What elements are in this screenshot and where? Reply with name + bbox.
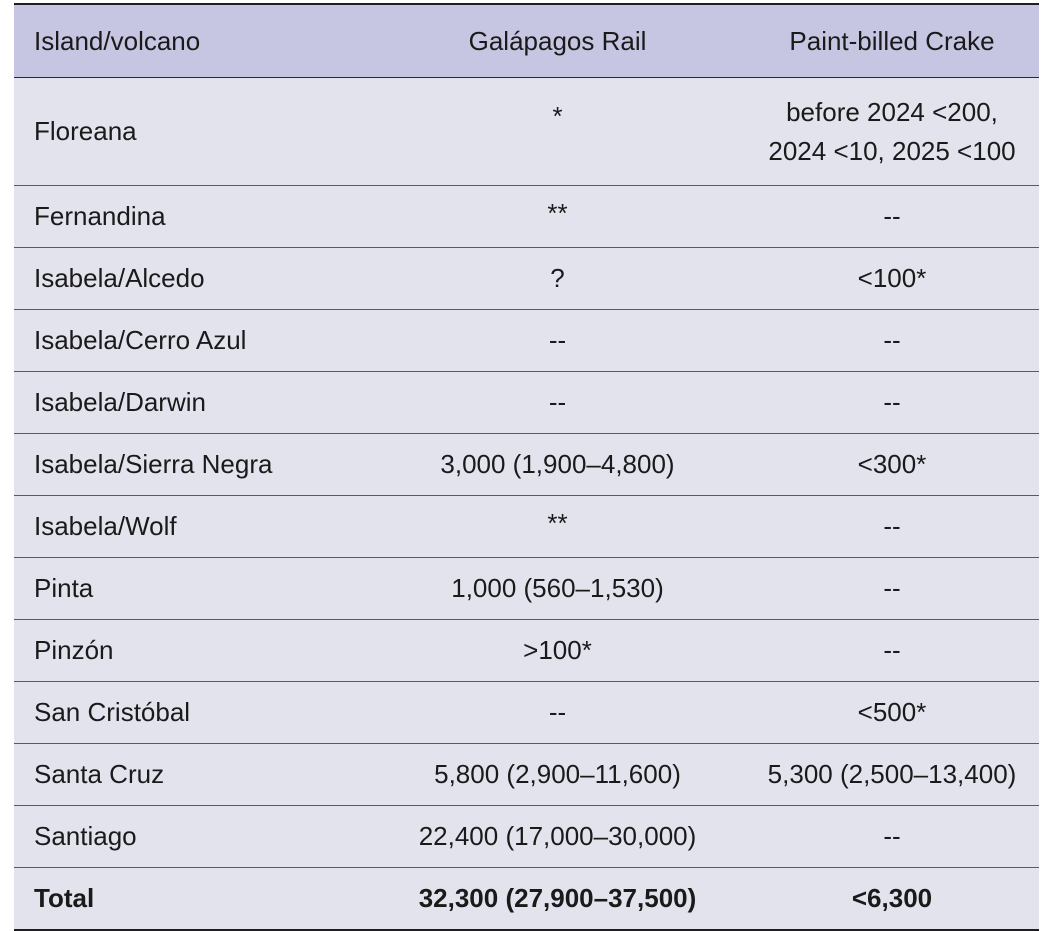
table-header-row <box>14 5 1039 78</box>
rail-cell: -- <box>548 387 567 417</box>
crake-cell: -- <box>883 821 901 851</box>
crake-cell-line: 2024 <10, 2025 <100 <box>768 135 1016 166</box>
rail-cell: -- <box>548 697 567 727</box>
table-row <box>14 186 1039 248</box>
crake-cell: -- <box>883 325 901 355</box>
table-row <box>14 434 1039 496</box>
rail-cell: * <box>552 101 563 131</box>
crake-cell: -- <box>883 201 901 231</box>
rail-cell: 22,400 (17,000–30,000) <box>418 821 697 851</box>
header-paint-billed-crake: Paint-billed Crake <box>789 25 995 56</box>
rail-cell: 1,000 (560–1,530) <box>451 573 664 603</box>
rail-cell: ? <box>550 263 565 293</box>
table-row <box>14 310 1039 372</box>
island-cell: Isabela/Wolf <box>34 511 177 541</box>
island-cell: Pinzón <box>34 635 114 665</box>
table-row <box>14 496 1039 558</box>
island-cell: Santiago <box>34 821 137 851</box>
crake-cell: -- <box>883 635 901 665</box>
table-row <box>14 682 1039 744</box>
island-cell: Isabela/Alcedo <box>34 263 205 293</box>
island-cell: Isabela/Cerro Azul <box>34 325 247 355</box>
table-row <box>14 248 1039 310</box>
table-row <box>14 806 1039 868</box>
island-cell: Isabela/Sierra Negra <box>34 449 273 479</box>
crake-cell: <500* <box>857 697 927 727</box>
table-row <box>14 620 1039 682</box>
crake-cell <box>745 78 1039 185</box>
island-cell: Santa Cruz <box>34 759 165 789</box>
island-cell: Floreana <box>34 116 137 146</box>
table-row <box>14 558 1039 620</box>
crake-cell: 5,300 (2,500–13,400) <box>767 759 1017 789</box>
island-cell: Fernandina <box>34 201 166 231</box>
rail-cell: -- <box>548 325 567 355</box>
crake-cell: <100* <box>857 263 927 293</box>
table-row <box>14 372 1039 434</box>
crake-cell: -- <box>883 511 901 541</box>
header-galapagos-rail: Galápagos Rail <box>468 25 647 56</box>
rail-cell: 5,800 (2,900–11,600) <box>434 759 681 789</box>
crake-cell: -- <box>883 573 901 603</box>
island-cell: San Cristóbal <box>34 697 191 727</box>
total-rail: 32,300 (27,900–37,500) <box>418 883 697 913</box>
crake-cell: <300* <box>857 449 927 479</box>
crake-cell-line: before 2024 <200, <box>786 96 998 127</box>
total-label: Total <box>34 883 95 913</box>
island-cell: Isabela/Darwin <box>34 387 206 417</box>
rail-cell: ** <box>547 508 568 538</box>
rail-cell: >100* <box>523 635 592 665</box>
crake-cell: -- <box>883 387 901 417</box>
table-row <box>14 78 1039 186</box>
rail-cell: ** <box>547 198 568 228</box>
island-cell: Pinta <box>34 573 94 603</box>
table-row <box>14 744 1039 806</box>
total-crake: <6,300 <box>851 883 933 913</box>
rail-cell: 3,000 (1,900–4,800) <box>440 449 675 479</box>
table-total-row <box>14 868 1039 929</box>
population-table <box>14 3 1039 931</box>
header-island-volcano: Island/volcano <box>34 25 201 56</box>
